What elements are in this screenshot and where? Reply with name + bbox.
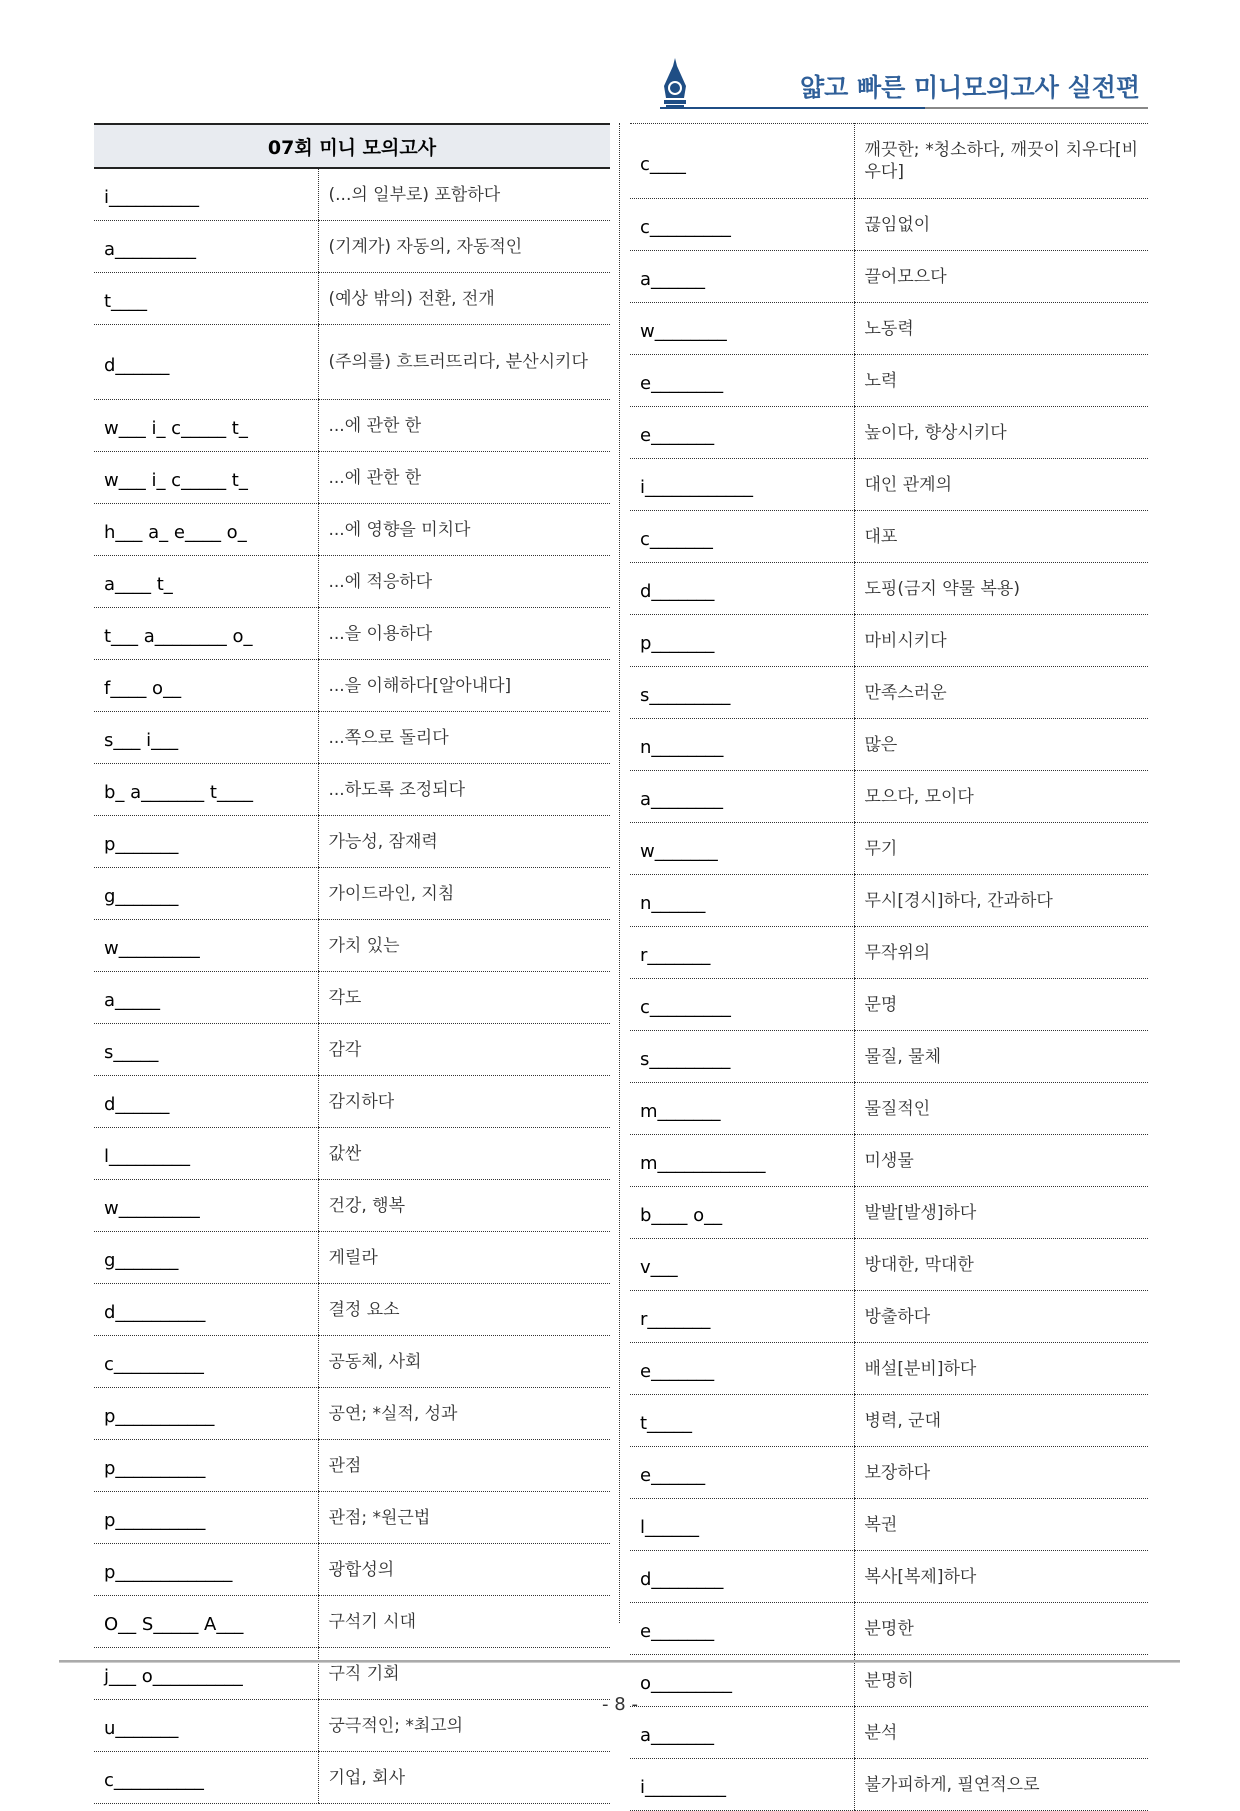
word-blank: e______	[630, 1447, 854, 1499]
pen-nib-globe-icon	[660, 58, 690, 110]
word-meaning: (예상 밖의) 전환, 전개	[318, 273, 610, 325]
vocab-row	[630, 1291, 1148, 1343]
vocab-row	[94, 1752, 610, 1804]
word-meaning: 공연; *실적, 성과	[318, 1388, 610, 1440]
word-blank: g_______	[94, 1232, 318, 1284]
word-blank: e_______	[630, 407, 854, 459]
word-blank: c____	[630, 124, 854, 199]
word-meaning: ...을 이해하다[알아내다]	[318, 660, 610, 712]
word-meaning: 높이다, 향상시키다	[854, 407, 1148, 459]
vocab-row	[94, 1284, 610, 1336]
vocab-table-left	[94, 123, 610, 1804]
word-blank: m____________	[630, 1135, 854, 1187]
word-meaning: 무시[경시]하다, 간과하다	[854, 875, 1148, 927]
word-meaning: 공동체, 사회	[318, 1336, 610, 1388]
word-meaning: ...쪽으로 돌리다	[318, 712, 610, 764]
vocab-row	[94, 1336, 610, 1388]
vocab-row	[630, 511, 1148, 563]
word-blank: a______	[630, 251, 854, 303]
word-meaning: 각도	[318, 972, 610, 1024]
vocab-row	[630, 1603, 1148, 1655]
word-blank: c_________	[630, 979, 854, 1031]
word-blank: p__________	[94, 1440, 318, 1492]
vocab-row	[630, 1135, 1148, 1187]
word-meaning: 대인 관계의	[854, 459, 1148, 511]
word-blank: O__ S_____ A___	[94, 1596, 318, 1648]
word-meaning: 감지하다	[318, 1076, 610, 1128]
word-meaning: 분명한	[854, 1603, 1148, 1655]
word-meaning: 방대한, 막대한	[854, 1239, 1148, 1291]
word-blank: s_________	[630, 667, 854, 719]
vocab-row	[630, 251, 1148, 303]
vocab-row	[630, 927, 1148, 979]
word-blank: d______	[94, 1076, 318, 1128]
word-blank: f____ o__	[94, 660, 318, 712]
word-blank: w________	[630, 303, 854, 355]
word-meaning: (...의 일부로) 포함하다	[318, 168, 610, 221]
vocab-row	[630, 1447, 1148, 1499]
word-blank: s_________	[630, 1031, 854, 1083]
vocab-row	[630, 407, 1148, 459]
word-blank: w___ i_ c_____ t_	[94, 452, 318, 504]
vocab-row	[630, 1343, 1148, 1395]
word-meaning: (기계가) 자동의, 자동적인	[318, 221, 610, 273]
word-meaning: 구직 기회	[318, 1648, 610, 1700]
vocab-row	[94, 273, 610, 325]
vocab-row	[630, 823, 1148, 875]
word-blank: m_______	[630, 1083, 854, 1135]
word-meaning: 분명히	[854, 1655, 1148, 1707]
vocab-row	[94, 712, 610, 764]
vocab-row	[630, 1187, 1148, 1239]
word-blank: b____ o__	[630, 1187, 854, 1239]
word-blank: t_____	[630, 1395, 854, 1447]
word-blank: p_____________	[94, 1544, 318, 1596]
word-blank: c__________	[94, 1752, 318, 1804]
word-blank: t____	[94, 273, 318, 325]
vocab-row	[630, 615, 1148, 667]
word-blank: e_______	[630, 1603, 854, 1655]
word-meaning: 도핑(금지 약물 복용)	[854, 563, 1148, 615]
word-meaning: 무기	[854, 823, 1148, 875]
word-meaning: 만족스러운	[854, 667, 1148, 719]
word-blank: p_______	[94, 816, 318, 868]
vocab-row	[94, 325, 610, 400]
vocab-row	[94, 816, 610, 868]
word-meaning: 가능성, 잠재력	[318, 816, 610, 868]
vocab-row	[630, 199, 1148, 251]
word-meaning: 불가피하게, 필연적으로	[854, 1759, 1148, 1811]
vocab-row	[94, 504, 610, 556]
word-blank: j___ o__________	[94, 1648, 318, 1700]
vocab-row	[630, 563, 1148, 615]
word-meaning: ...에 관한 한	[318, 400, 610, 452]
word-meaning: 궁극적인; *최고의	[318, 1700, 610, 1752]
vocab-row	[94, 1596, 610, 1648]
word-blank: d________	[630, 1551, 854, 1603]
word-meaning: ...에 관한 한	[318, 452, 610, 504]
word-blank: g_______	[94, 868, 318, 920]
word-meaning: 미생물	[854, 1135, 1148, 1187]
vocab-row	[630, 124, 1148, 199]
word-blank: a____ t_	[94, 556, 318, 608]
word-meaning: 끊임없이	[854, 199, 1148, 251]
header-divider-gray	[925, 107, 1148, 109]
vocab-row	[630, 1499, 1148, 1551]
word-meaning: 건강, 행복	[318, 1180, 610, 1232]
vocab-row	[94, 1492, 610, 1544]
vocab-row	[94, 1076, 610, 1128]
vocab-row	[94, 168, 610, 221]
vocab-row	[94, 1128, 610, 1180]
word-meaning: 기업, 회사	[318, 1752, 610, 1804]
word-blank: d__________	[94, 1284, 318, 1336]
word-blank: s___ i___	[94, 712, 318, 764]
word-meaning: 깨끗한; *청소하다, 깨끗이 치우다[비우다]	[854, 124, 1148, 199]
word-blank: s_____	[94, 1024, 318, 1076]
word-meaning: 발발[발생]하다	[854, 1187, 1148, 1239]
vocab-row	[94, 1388, 610, 1440]
word-blank: a_________	[94, 221, 318, 273]
vocab-row	[94, 221, 610, 273]
vocab-row	[630, 1759, 1148, 1811]
vocab-row	[94, 920, 610, 972]
word-blank: w___ i_ c_____ t_	[94, 400, 318, 452]
word-blank: r_______	[630, 927, 854, 979]
vocab-row	[94, 1648, 610, 1700]
word-blank: l______	[630, 1499, 854, 1551]
word-blank: b_ a_______ t____	[94, 764, 318, 816]
quiz-title: 07회 미니 모의고사	[94, 124, 610, 168]
word-meaning: 가치 있는	[318, 920, 610, 972]
vocab-row	[630, 1031, 1148, 1083]
word-meaning: 감각	[318, 1024, 610, 1076]
word-blank: i____________	[630, 459, 854, 511]
word-meaning: 끌어모으다	[854, 251, 1148, 303]
vocab-row	[94, 608, 610, 660]
word-meaning: ...에 영향을 미치다	[318, 504, 610, 556]
word-blank: e_______	[630, 1343, 854, 1395]
vocab-row	[94, 400, 610, 452]
word-meaning: 마비시키다	[854, 615, 1148, 667]
word-meaning: 물질, 물체	[854, 1031, 1148, 1083]
vocab-table-right	[630, 123, 1148, 1811]
word-blank: c_________	[630, 199, 854, 251]
header-title: 얇고 빠른 미니모의고사 실전편	[799, 73, 1140, 102]
word-meaning: 결정 요소	[318, 1284, 610, 1336]
vocab-row	[94, 764, 610, 816]
word-blank: a________	[630, 771, 854, 823]
word-meaning: 관점	[318, 1440, 610, 1492]
vocab-row	[630, 875, 1148, 927]
word-meaning: 보장하다	[854, 1447, 1148, 1499]
vocab-row	[630, 459, 1148, 511]
vocab-row	[630, 1239, 1148, 1291]
vocab-row	[630, 667, 1148, 719]
word-blank: d_______	[630, 563, 854, 615]
vocab-row	[94, 868, 610, 920]
word-blank: d______	[94, 325, 318, 400]
word-blank: w_________	[94, 920, 318, 972]
word-blank: r_______	[630, 1291, 854, 1343]
word-blank: a_______	[630, 1707, 854, 1759]
page-number: - 8 -	[602, 1694, 638, 1715]
word-blank: p_______	[630, 615, 854, 667]
vocab-row	[94, 1440, 610, 1492]
vocab-row	[630, 719, 1148, 771]
word-meaning: 복권	[854, 1499, 1148, 1551]
header-logo	[660, 58, 690, 110]
word-blank: h___ a_ e____ o_	[94, 504, 318, 556]
vocab-row	[630, 771, 1148, 823]
word-meaning: 대포	[854, 511, 1148, 563]
word-blank: n______	[630, 875, 854, 927]
word-meaning: 값싼	[318, 1128, 610, 1180]
word-blank: i__________	[94, 168, 318, 221]
vocab-row	[630, 1395, 1148, 1447]
word-meaning: 물질적인	[854, 1083, 1148, 1135]
word-meaning: 광합성의	[318, 1544, 610, 1596]
word-meaning: 가이드라인, 지침	[318, 868, 610, 920]
word-blank: i_________	[630, 1759, 854, 1811]
word-blank: c_______	[630, 511, 854, 563]
word-meaning: 많은	[854, 719, 1148, 771]
word-blank: p__________	[94, 1492, 318, 1544]
header-divider	[660, 107, 925, 109]
vocab-row	[94, 1024, 610, 1076]
word-blank: p___________	[94, 1388, 318, 1440]
word-meaning: 병력, 군대	[854, 1395, 1148, 1447]
word-meaning: 구석기 시대	[318, 1596, 610, 1648]
vocab-row	[630, 1551, 1148, 1603]
word-meaning: (주의를) 흐트러뜨리다, 분산시키다	[318, 325, 610, 400]
word-meaning: 관점; *원근법	[318, 1492, 610, 1544]
vocab-row	[94, 1180, 610, 1232]
word-blank: a_____	[94, 972, 318, 1024]
word-meaning: 문명	[854, 979, 1148, 1031]
vocab-row	[94, 660, 610, 712]
word-meaning: 분석	[854, 1707, 1148, 1759]
word-meaning: 복사[복제]하다	[854, 1551, 1148, 1603]
word-blank: t___ a________ o_	[94, 608, 318, 660]
word-meaning: ...에 적응하다	[318, 556, 610, 608]
word-blank: u_______	[94, 1700, 318, 1752]
word-blank: e________	[630, 355, 854, 407]
word-blank: o_________	[630, 1655, 854, 1707]
vocab-row	[630, 1083, 1148, 1135]
word-meaning: 무작위의	[854, 927, 1148, 979]
word-blank: w_______	[630, 823, 854, 875]
word-meaning: ...을 이용하다	[318, 608, 610, 660]
word-blank: n________	[630, 719, 854, 771]
word-meaning: 게릴라	[318, 1232, 610, 1284]
vocab-row	[94, 972, 610, 1024]
word-meaning: 노력	[854, 355, 1148, 407]
word-meaning: 모으다, 모이다	[854, 771, 1148, 823]
vocab-row	[630, 979, 1148, 1031]
word-meaning: 배설[분비]하다	[854, 1343, 1148, 1395]
word-blank: c__________	[94, 1336, 318, 1388]
word-meaning: 방출하다	[854, 1291, 1148, 1343]
vocab-row	[94, 556, 610, 608]
word-blank: w_________	[94, 1180, 318, 1232]
word-meaning: ...하도록 조정되다	[318, 764, 610, 816]
footer-divider	[59, 1660, 1180, 1663]
vocab-row	[94, 452, 610, 504]
vocab-row	[94, 1232, 610, 1284]
vocab-row	[630, 355, 1148, 407]
vocab-row	[94, 1544, 610, 1596]
word-blank: v___	[630, 1239, 854, 1291]
column-divider	[619, 123, 620, 1623]
word-blank: l_________	[94, 1128, 318, 1180]
word-meaning: 노동력	[854, 303, 1148, 355]
vocab-row	[630, 303, 1148, 355]
